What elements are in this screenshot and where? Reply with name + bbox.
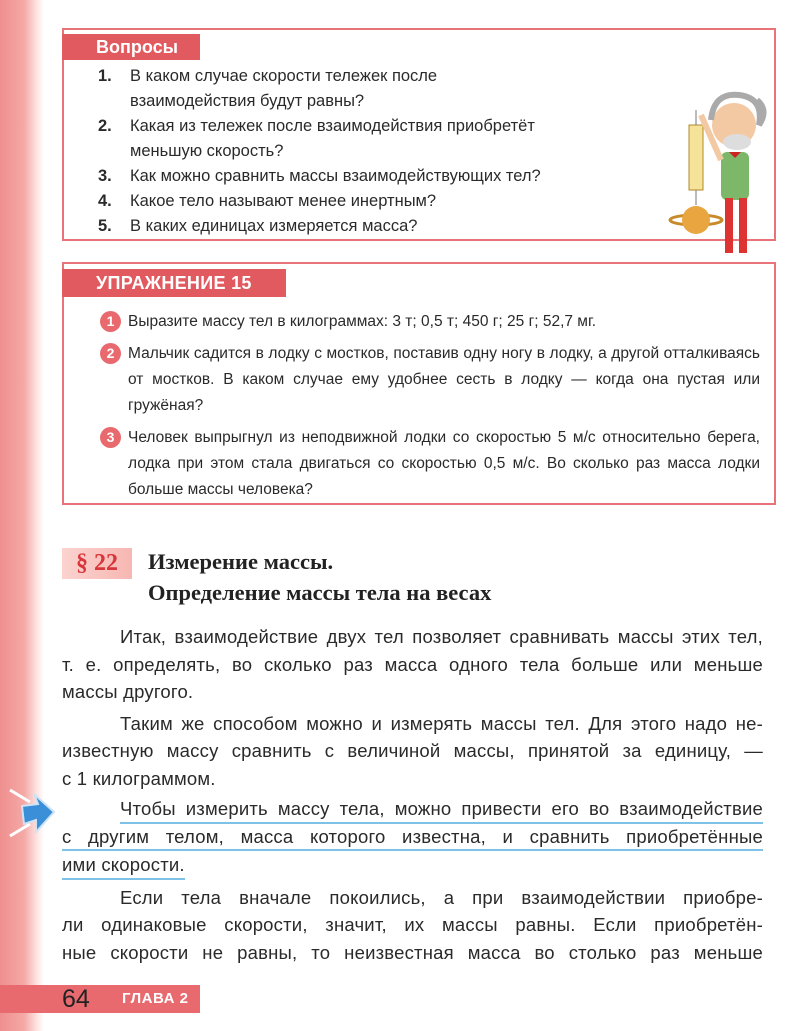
scientist-illustration <box>629 80 779 260</box>
text-line: ные скорости не равны, то неизвестная масса во столько раз меньше <box>62 941 763 963</box>
question-number: 2. <box>98 117 112 135</box>
text-line: Если тела вначале покоились, а при взаимодействии приобре- <box>120 886 763 908</box>
arrow-icon <box>8 786 58 846</box>
questions-list <box>98 64 541 239</box>
question-item <box>98 189 541 214</box>
exercise-item <box>100 309 760 335</box>
exercise-title: УПРАЖНЕНИЕ 15 <box>62 269 286 297</box>
text-line: известную массу сравнить с величиной массы, принятой за единицу, — <box>62 740 763 761</box>
question-text: Как можно сравнить массы взаимодействующих тел? <box>130 167 541 185</box>
section-number: § 22 <box>62 548 132 579</box>
highlighted-paragraph <box>62 796 763 880</box>
chapter-label: ГЛАВА 2 <box>122 990 189 1007</box>
section-title <box>148 546 491 608</box>
question-text: Какое тело называют менее инертным? <box>130 192 437 210</box>
question-text: меньшую скорость? <box>130 142 284 160</box>
question-number: 1. <box>98 67 112 85</box>
text-line: Итак, взаимодействие двух тел позволяет сравнивать массы этих тел, <box>120 626 763 647</box>
exercise-text: Человек выпрыгнул из неподвижной лодки со скоростью 5 м/с относительно берега, лодка при этом стала двигаться со скоростью 0,5 м/с. Во сколько раз масса лодки больше массы человека? <box>128 429 760 498</box>
paragraph <box>62 710 763 793</box>
text-line: массы другого. <box>62 681 194 702</box>
text-line: ли одинаковые скорости, значит, их массы равны. Если приобретён- <box>62 914 763 935</box>
questions-box <box>62 28 776 241</box>
question-number: 4. <box>98 192 112 210</box>
question-text: В каком случае скорости тележек после <box>130 67 438 85</box>
question-text: В каких единицах измеряется масса? <box>130 217 418 235</box>
question-number: 3. <box>98 167 112 185</box>
question-item <box>98 114 541 164</box>
question-number: 5. <box>98 217 112 235</box>
body-text <box>62 623 763 970</box>
question-text: взаимодействия будут равны? <box>130 92 365 110</box>
section-title-line: Определение массы тела на весах <box>148 580 492 605</box>
exercise-list <box>100 309 760 509</box>
section-title-line: Измерение массы. <box>148 549 334 574</box>
exercise-text: Мальчик садится в лодку с мостков, поставив одну ногу в лодку, а другой отталкиваясь от мостков. В каком случае ему удобнее сесть в лодку — когда она пустая или гружёная? <box>128 345 760 414</box>
exercise-text: Выразите массу тел в килограммах: 3 т; 0,5 т; 450 г; 25 г; 52,7 мг. <box>128 313 597 330</box>
question-text: Какая из тележек после взаимодействия приобретёт <box>130 117 535 135</box>
exercise-item <box>100 425 760 503</box>
text-line: Чтобы измерить массу тела, можно привести его во взаимодействие <box>120 796 763 824</box>
text-line: Таким же способом можно и измерять массы тел. Для этого надо не- <box>120 712 763 734</box>
page-edge-strip <box>0 0 44 1031</box>
exercise-number: 3 <box>100 427 121 448</box>
text-line: с 1 килограммом. <box>62 767 216 789</box>
exercise-item <box>100 341 760 419</box>
text-line: с другим телом, масса которого известна, и сравнить приобретённые <box>62 824 763 852</box>
question-item <box>98 214 541 239</box>
exercise-box <box>62 262 776 505</box>
paragraph <box>62 623 763 706</box>
question-item <box>98 164 541 189</box>
questions-title: Вопросы <box>62 34 200 60</box>
question-item <box>98 64 541 114</box>
text-line: т. е. определять, во сколько раз масса одного тела больше или меньше <box>62 653 763 675</box>
paragraph <box>62 884 763 967</box>
exercise-number: 1 <box>100 311 121 332</box>
text-line: ими скорости. <box>62 852 185 880</box>
exercise-number: 2 <box>100 343 121 364</box>
page-number: 64 <box>62 985 90 1013</box>
